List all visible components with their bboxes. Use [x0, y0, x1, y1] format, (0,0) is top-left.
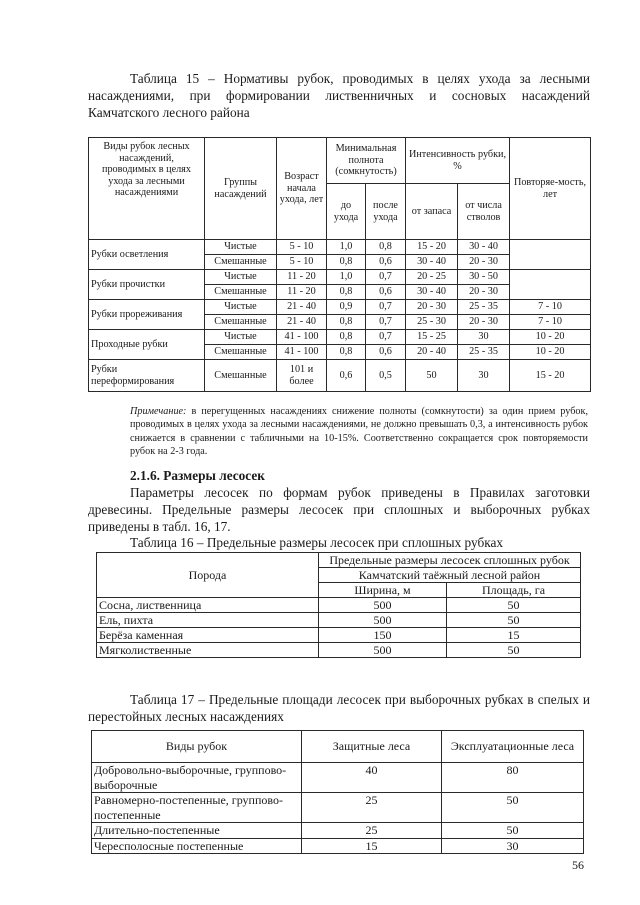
- t17-cut-type: Добровольно-выборочные, группово-выборочные: [92, 763, 302, 793]
- t16-breed: Мягколиственные: [97, 643, 319, 658]
- t15-header-groups: Группы насаждений: [205, 138, 277, 240]
- t15-trunks: 25 - 35: [458, 300, 510, 315]
- t16-header-group: Предельные размеры лесосек сплошных рубок: [319, 553, 581, 568]
- t16-breed: Берёза каменная: [97, 628, 319, 643]
- t15-stock: 30 - 40: [406, 255, 458, 270]
- t15-after: 0,6: [366, 285, 406, 300]
- t15-after: 0,7: [366, 270, 406, 285]
- t15-header-repeat: Повторяе-мость, лет: [510, 138, 591, 240]
- t15-cut-type: Рубки переформирования: [89, 360, 205, 392]
- t15-trunks: 20 - 30: [458, 315, 510, 330]
- t16-width: 150: [319, 628, 447, 643]
- t15-age: 5 - 10: [277, 255, 327, 270]
- t15-repeat: [510, 270, 591, 300]
- t15-header-from-trunks: от числа стволов: [458, 184, 510, 240]
- table-row: [97, 613, 581, 628]
- t17-header-protective: Защитные леса: [302, 731, 442, 763]
- t15-stock: 20 - 25: [406, 270, 458, 285]
- t15-before: 0,6: [327, 360, 366, 392]
- table-row: [89, 270, 591, 285]
- table-row: [89, 360, 591, 392]
- table-row: [92, 763, 584, 793]
- t15-trunks: 30 - 50: [458, 270, 510, 285]
- t16-header-width: Ширина, м: [319, 583, 447, 598]
- t15-group: Смешанные: [205, 315, 277, 330]
- t15-header-before-care: до ухода: [327, 184, 366, 240]
- t15-before: 0,8: [327, 285, 366, 300]
- table16: [96, 552, 581, 658]
- t16-area: 15: [447, 628, 581, 643]
- t16-breed: Сосна, лиственница: [97, 598, 319, 613]
- t16-header-breed: Порода: [97, 553, 319, 598]
- t15-before: 0,8: [327, 255, 366, 270]
- t16-width: 500: [319, 643, 447, 658]
- t15-group: Смешанные: [205, 255, 277, 270]
- t15-header-cut-types: Виды рубок лесных насаждений, проводимых в целях ухода за лесными насаждениями: [89, 138, 205, 240]
- t15-stock: 15 - 20: [406, 240, 458, 255]
- t17-cut-type: Чересполосные постепенные: [92, 838, 302, 854]
- t17-exploitation: 50: [442, 823, 584, 839]
- section-paragraph: Параметры лесосек по формам рубок приведены в Правилах заготовки древесины. Предельные размеры лесосек при сплошных и выборочных рубках приведены в табл. 16, 17.: [88, 485, 590, 534]
- t15-trunks: 20 - 30: [458, 255, 510, 270]
- t15-after: 0,8: [366, 240, 406, 255]
- t15-cut-type: Рубки прочистки: [89, 270, 205, 300]
- t15-repeat: 10 - 20: [510, 345, 591, 360]
- t16-area: 50: [447, 598, 581, 613]
- table-row: [92, 823, 584, 839]
- t15-age: 41 - 100: [277, 330, 327, 345]
- t17-exploitation: 80: [442, 763, 584, 793]
- section-heading: 2.1.6. Размеры лесосек: [130, 468, 265, 483]
- t15-stock: 30 - 40: [406, 285, 458, 300]
- t17-header-exploitation: Эксплуатационные леса: [442, 731, 584, 763]
- t17-exploitation: 30: [442, 838, 584, 854]
- t15-before: 0,9: [327, 300, 366, 315]
- t15-age: 11 - 20: [277, 270, 327, 285]
- t17-protective: 40: [302, 763, 442, 793]
- t15-header-from-stock: от запаса: [406, 184, 458, 240]
- t15-trunks: 20 - 30: [458, 285, 510, 300]
- note-label: Примечание:: [130, 406, 187, 417]
- t15-stock: 25 - 30: [406, 315, 458, 330]
- table-row: [92, 793, 584, 823]
- t15-group: Чистые: [205, 300, 277, 315]
- table-row: [97, 553, 581, 568]
- t15-age: 11 - 20: [277, 285, 327, 300]
- t15-after: 0,6: [366, 345, 406, 360]
- t15-trunks: 30 - 40: [458, 240, 510, 255]
- t15-trunks: 30: [458, 330, 510, 345]
- t15-cut-type: Рубки прореживания: [89, 300, 205, 330]
- t15-group: Чистые: [205, 240, 277, 255]
- t15-group: Смешанные: [205, 285, 277, 300]
- table-row: [97, 598, 581, 613]
- t17-header-cut-types: Виды рубок: [92, 731, 302, 763]
- t15-cut-type: Рубки осветления: [89, 240, 205, 270]
- table-row: [92, 838, 584, 854]
- table-row: [97, 643, 581, 658]
- t15-stock: 50: [406, 360, 458, 392]
- t15-after: 0,6: [366, 255, 406, 270]
- t15-trunks: 30: [458, 360, 510, 392]
- t15-repeat: 7 - 10: [510, 315, 591, 330]
- t17-protective: 25: [302, 823, 442, 839]
- t15-repeat: [510, 240, 591, 270]
- t15-repeat: 7 - 10: [510, 300, 591, 315]
- table-row: [89, 330, 591, 345]
- t16-header-region: Камчатский таёжный лесной район: [319, 568, 581, 583]
- t16-breed: Ель, пихта: [97, 613, 319, 628]
- table-row: [97, 628, 581, 643]
- t15-group: Чистые: [205, 270, 277, 285]
- t15-repeat: 15 - 20: [510, 360, 591, 392]
- page-number: 56: [572, 858, 584, 872]
- note-text: в перегущенных насаждениях снижение полноты (сомкнутости) за один прием рубок, проводимых в целях ухода за лесными насаждениями, не должно превышать 0,3, а интенсивность рубок снижается в сравнении с табличными на 10-15%. Соответственно сокращается срок повторяемости рубок на 2-3 года.: [130, 406, 588, 458]
- t17-protective: 15: [302, 838, 442, 854]
- t15-group: Смешанные: [205, 360, 277, 392]
- table17-caption: Таблица 17 – Предельные площади лесосек при выборочных рубках в спелых и перестойных лесных насаждениях: [88, 692, 590, 724]
- table16-caption: Таблица 16 – Предельные размеры лесосек при сплошных рубках: [130, 535, 504, 550]
- t15-stock: 20 - 40: [406, 345, 458, 360]
- t16-width: 500: [319, 613, 447, 628]
- t16-area: 50: [447, 643, 581, 658]
- t17-exploitation: 50: [442, 793, 584, 823]
- t15-before: 1,0: [327, 270, 366, 285]
- t15-after: 0,5: [366, 360, 406, 392]
- t15-age: 21 - 40: [277, 300, 327, 315]
- table-row: [89, 300, 591, 315]
- t15-stock: 15 - 25: [406, 330, 458, 345]
- t16-width: 500: [319, 598, 447, 613]
- t15-before: 0,8: [327, 315, 366, 330]
- t15-age: 5 - 10: [277, 240, 327, 255]
- t15-before: 1,0: [327, 240, 366, 255]
- t15-group: Смешанные: [205, 345, 277, 360]
- t15-after: 0,7: [366, 315, 406, 330]
- t15-cut-type: Проходные рубки: [89, 330, 205, 360]
- t16-header-area: Площадь, га: [447, 583, 581, 598]
- t15-header-min-density: Минимальная полнота (сомкнутость): [327, 138, 406, 184]
- t17-cut-type: Равномерно-постепенные, группово-постепенные: [92, 793, 302, 823]
- table15-caption: Таблица 15 – Нормативы рубок, проводимых в целях ухода за лесными насаждениями, при формировании лиственничных и сосновых насаждений Камчатского лесного района: [88, 71, 590, 120]
- t15-group: Чистые: [205, 330, 277, 345]
- t15-header-start-age: Возраст начала ухода, лет: [277, 138, 327, 240]
- t15-repeat: 10 - 20: [510, 330, 591, 345]
- t15-age: 41 - 100: [277, 345, 327, 360]
- t15-trunks: 25 - 35: [458, 345, 510, 360]
- table15-note: [130, 405, 588, 459]
- table-row: [89, 240, 591, 255]
- table-row: [92, 731, 584, 763]
- table17: [91, 730, 584, 854]
- t17-protective: 25: [302, 793, 442, 823]
- t15-stock: 20 - 30: [406, 300, 458, 315]
- t15-age: 21 - 40: [277, 315, 327, 330]
- t15-before: 0,8: [327, 330, 366, 345]
- t17-cut-type: Длительно-постепенные: [92, 823, 302, 839]
- t15-after: 0,7: [366, 300, 406, 315]
- table15: [88, 137, 591, 392]
- t15-header-after-care: после ухода: [366, 184, 406, 240]
- t15-after: 0,7: [366, 330, 406, 345]
- t15-age: 101 и более: [277, 360, 327, 392]
- t16-area: 50: [447, 613, 581, 628]
- t15-header-intensity: Интенсивность рубки, %: [406, 138, 510, 184]
- t15-before: 0,8: [327, 345, 366, 360]
